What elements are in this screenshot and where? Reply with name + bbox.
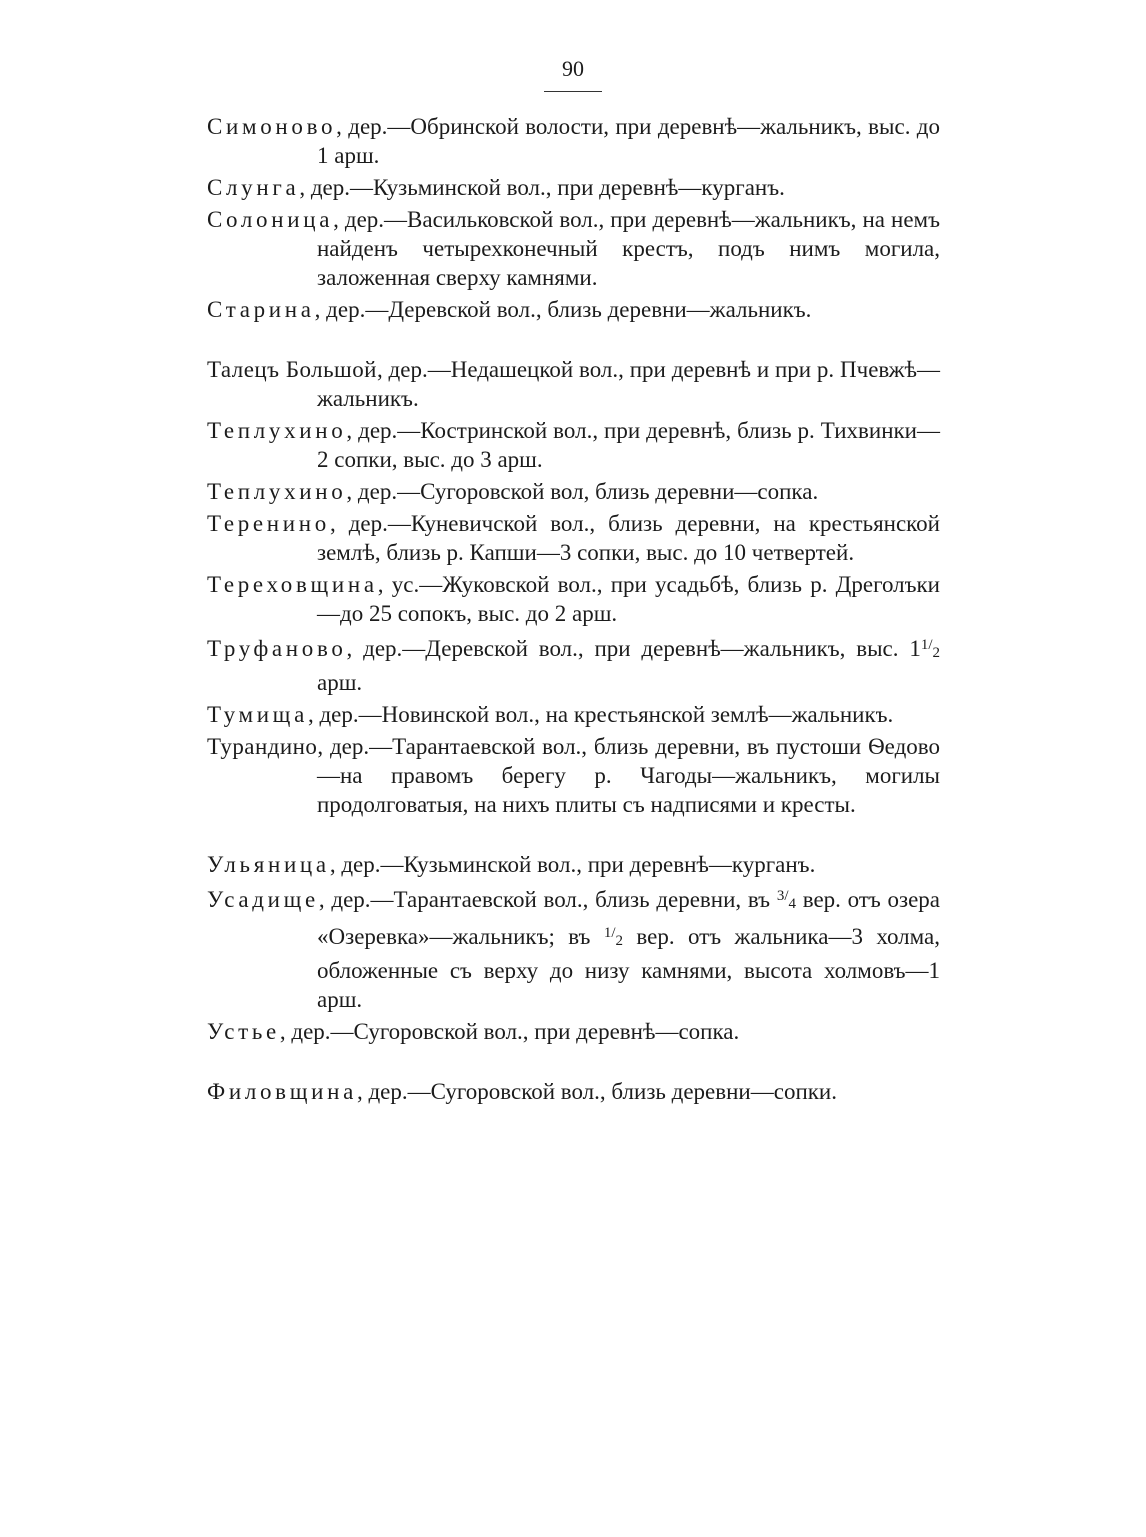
entry-name: Филовщина	[207, 1079, 357, 1104]
entry-name: Старина	[207, 297, 315, 322]
entry-name: Слунга	[207, 175, 300, 200]
entry-name: Ульяница	[207, 852, 330, 877]
entry-text: , дер.—Тарантаевской вол., близь деревни, въ пустоши Ѳедово—на правомъ берегу р. Чагоды—жальникъ, могилы продолговатыя, на нихъ плиты съ надписями и кресты.	[317, 734, 940, 817]
entry-text: , дер.—Деревской вол., при деревнѣ—жальникъ, выс. 1	[346, 636, 921, 661]
entry-slunga	[207, 173, 940, 202]
entry-text: , дер.—Сугоровской вол., при деревнѣ—сопка.	[279, 1019, 740, 1044]
page-number-rule	[544, 91, 602, 92]
entry-text: , дер.—Сугоровской вол., близь деревни—сопки.	[356, 1079, 837, 1104]
entry-name: Симоново	[207, 114, 337, 139]
entry-name: Солоница	[207, 207, 334, 232]
entry-filovshchina	[207, 1077, 940, 1106]
fraction: 1/2	[603, 925, 623, 949]
entry-text: вер. отъ озера «Озеревка»—жальникъ; въ	[317, 887, 940, 949]
entry-teplukhino-sugorovskoi	[207, 477, 940, 506]
fraction-denominator: 2	[615, 933, 623, 949]
entry-text: , дер.—Кузьминской вол., при деревнѣ—курганъ.	[329, 852, 816, 877]
entry-starina	[207, 295, 940, 324]
entry-text: , дер.—Новинской вол., на крестьянской землѣ—жальникъ.	[307, 702, 894, 727]
entry-name: Труфаново	[207, 636, 347, 661]
entry-text: , дер.—Обринской волости, при деревнѣ—жальникъ, выс. до 1 арш.	[317, 114, 940, 168]
entry-name: Усадище	[207, 887, 319, 912]
entry-text: , дер.—Васильковской вол., при деревнѣ—жальникъ, на немъ найденъ четырехконечный крестъ, подъ нимъ могила, заложенная сверху камнями.	[317, 207, 940, 290]
entry-name: Теплухино	[207, 479, 347, 504]
entry-name: Талецъ Большой	[207, 357, 377, 382]
entry-name: Теплухино	[207, 418, 347, 443]
entry-name: Теренино	[207, 511, 330, 536]
fraction-denominator: 2	[932, 645, 940, 661]
entry-talets-bolshoi	[207, 355, 940, 413]
entry-solonitsa	[207, 205, 940, 292]
fraction-numerator: 3	[776, 888, 785, 904]
entry-text: , дер.—Куневичской вол., близь деревни, на крестьянской землѣ, близь р. Капши—3 сопки, выс. до 10 четвертей.	[317, 511, 940, 565]
entry-name: Устье	[207, 1019, 280, 1044]
entry-ulianitsa	[207, 850, 940, 879]
entry-text: , дер.—Костринской вол., при деревнѣ, близь р. Тихвинки—2 сопки, выс. до 3 арш.	[317, 418, 940, 472]
fraction-numerator: 1	[603, 925, 612, 941]
fraction-numerator: 1	[920, 637, 929, 653]
entry-text: вер. отъ жальника—3 холма, обложенные съ верху до низу камнями, высота холмовъ—1 арш.	[317, 924, 940, 1012]
entry-text: , дер.—Сугоровской вол, близь деревни—сопка.	[346, 479, 819, 504]
entry-name: Тереховщина	[207, 572, 378, 597]
entry-terenino	[207, 509, 940, 567]
fraction: 3/4	[776, 888, 796, 912]
entry-text: , ус.—Жуковской вол., при усадьбѣ, близь р. Дреголъки—до 25 сопокъ, выс. до 2 арш.	[317, 572, 940, 626]
entry-name: Турандино	[207, 734, 318, 759]
entry-text: , дер.—Недашецкой вол., при деревнѣ и при р. Пчевжѣ—жальникъ.	[317, 357, 940, 411]
entry-uste	[207, 1017, 940, 1046]
entry-name: Тумища	[207, 702, 308, 727]
body-text	[207, 112, 940, 1109]
entry-trufanovo	[207, 631, 940, 697]
entry-tumishcha	[207, 700, 940, 729]
entry-text: , дер.—Деревской вол., близь деревни—жальникъ.	[314, 297, 812, 322]
page-number: 90	[562, 56, 584, 81]
fraction: 1/2	[920, 637, 940, 661]
entry-text: арш.	[317, 670, 363, 695]
entry-terekhovshchina	[207, 570, 940, 628]
entry-simonovo	[207, 112, 940, 170]
entry-teplukhino-kostrinskoi	[207, 416, 940, 474]
entry-text: , дер.—Тарантаевской вол., близь деревни, въ	[318, 887, 777, 912]
entry-usadishche	[207, 882, 940, 1014]
fraction-denominator: 4	[788, 896, 796, 912]
entry-turandino	[207, 732, 940, 819]
entry-text: , дер.—Кузьминской вол., при деревнѣ—курганъ.	[299, 175, 785, 200]
